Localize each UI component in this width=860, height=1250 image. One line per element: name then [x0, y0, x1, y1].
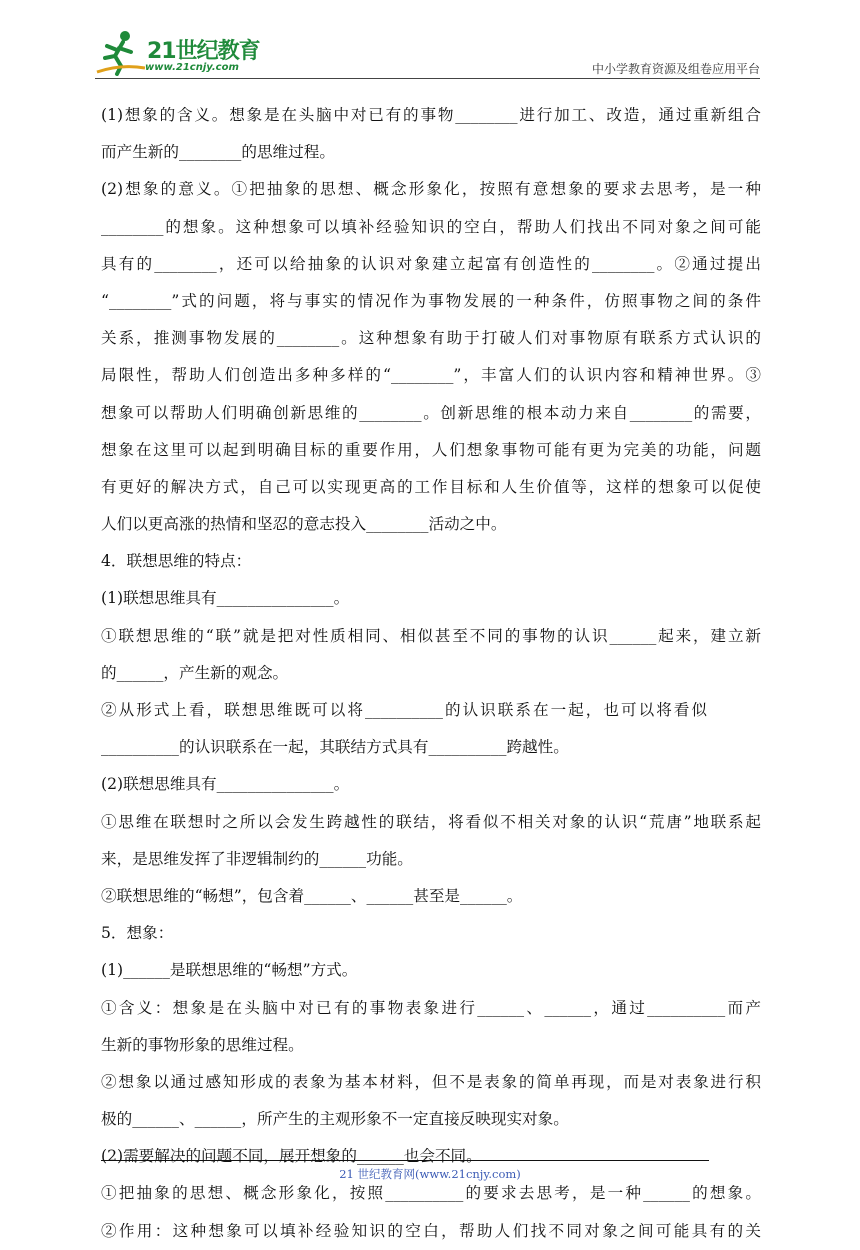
text-line: (2)需要解决的问题不同，展开想象的______也会不同。	[101, 1147, 482, 1166]
text-line: __________的认识联系在一起，其联结方式具有__________跨越性。	[101, 738, 569, 757]
text-line: 具有的________，还可以给抽象的认识对象建立起富有创造性的________。②通过提出	[101, 254, 761, 273]
footer-link[interactable]: 21 世纪教育网(www.21cnjy.com)	[339, 1167, 521, 1181]
document-body	[101, 97, 761, 1250]
text-line: 想象在这里可以起到明确目标的重要作用，人们想象事物可能有更为完美的功能，问题	[101, 440, 761, 459]
text-line: ②想象以通过感知形成的表象为基本材料，但不是表象的简单再现，而是对表象进行积	[101, 1072, 761, 1091]
text-line: 的______，产生新的观念。	[101, 663, 289, 682]
text-line: ②作用：这种想象可以填补经验知识的空白，帮助人们找不同对象之间可能具有的关	[101, 1221, 761, 1240]
text-line: ①联想思维的“联”就是把对性质相同、相似甚至不同的事物的认识______起来，建立新	[101, 626, 761, 645]
text-line: ①含义：想象是在头脑中对已有的事物表象进行______、______，通过__________而产	[101, 998, 761, 1017]
text-line: 来，是思维发挥了非逻辑制约的______功能。	[101, 849, 413, 868]
site-logo[interactable]	[95, 28, 265, 78]
header-divider	[95, 78, 760, 79]
text-line: (1)联想思维具有_______________。	[101, 589, 350, 608]
text-line: (1)想象的含义。想象是在头脑中对已有的事物________进行加工、改造，通过重新组合	[101, 106, 761, 124]
footer-divider	[101, 1160, 709, 1161]
text-line: ________的想象。这种想象可以填补经验知识的空白，帮助人们找出不同对象之间可能	[101, 217, 761, 236]
text-line: (2)想象的意义。①把抽象的思想、概念形象化，按照有意想象的要求去思考，是一种	[101, 180, 761, 199]
text-line: (1)______是联想思维的“畅想”方式。	[101, 961, 358, 980]
text-line: ②联想思维的“畅想”，包含着______、______甚至是______。	[101, 886, 523, 905]
platform-label: 中小学教育资源及组卷应用平台	[591, 62, 760, 76]
text-line: (2)联想思维具有_______________。	[101, 775, 350, 794]
text-line: 极的______、______，所产生的主观形象不一定直接反映现实对象。	[101, 1110, 569, 1129]
text-line: 有更好的解决方式，自己可以实现更高的工作目标和人生价值等，这样的想象可以促使	[101, 477, 761, 496]
text-line: 关系，推测事物发展的________。这种想象有助于打破人们对事物原有联系方式认识的	[101, 329, 761, 348]
text-line: 人们以更高涨的热情和坚忍的意志投入________活动之中。	[101, 515, 507, 534]
section-heading: 4．联想思维的特点：	[101, 552, 252, 571]
page-header	[95, 28, 760, 80]
logo-url: www.21cnjy.com	[145, 62, 239, 73]
text-line: ①思维在联想时之所以会发生跨越性的联结，将看似不相关对象的认识“荒唐”地联系起	[101, 812, 761, 831]
text-line: ②从形式上看，联想思维既可以将__________的认识联系在一起，也可以将看似	[101, 701, 707, 719]
logo-text: 21世纪教育	[147, 39, 260, 64]
section-heading: 5．想象：	[101, 924, 174, 943]
text-line: 局限性，帮助人们创造出多种多样的“________”，丰富人们的认识内容和精神世界。③	[101, 366, 761, 385]
text-line: 想象可以帮助人们明确创新思维的________。创新思维的根本动力来自________的需要，	[101, 403, 761, 422]
text-line: 生新的事物形象的思维过程。	[101, 1035, 304, 1054]
text-line: 而产生新的________的思维过程。	[101, 143, 335, 162]
runner-logo-icon	[95, 28, 147, 76]
text-line: ①把抽象的思想、概念形象化，按照__________的要求去思考，是一种______的想象。	[101, 1184, 761, 1203]
text-line: “________”式的问题，将与事实的情况作为事物发展的一种条件，仿照事物之间的条件	[101, 291, 761, 310]
